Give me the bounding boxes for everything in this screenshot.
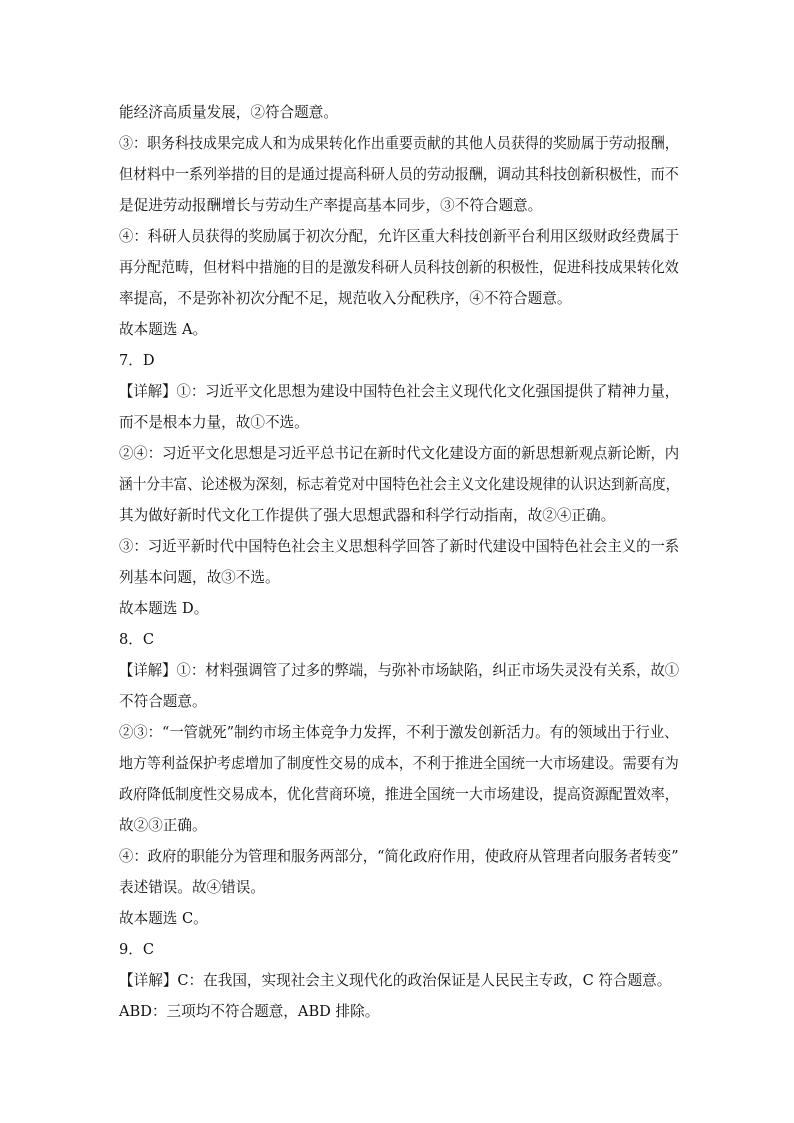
text-line: 地方等利益保护考虑增加了制度性交易的成本，不利于推进全国统一大市场建设。需要有为 <box>119 755 679 772</box>
text-line: 故本题选 C。 <box>119 910 208 927</box>
text-line: 【详解】C：在我国，实现社会主义现代化的政治保证是人民民主专政，C 符合题意。 <box>119 972 672 989</box>
text-line: 故②③正确。 <box>119 817 207 834</box>
text-line: 【详解】①：材料强调管了过多的弊端，与弥补市场缺陷，纠正市场失灵没有关系，故① <box>119 662 680 679</box>
text-line: 能经济高质量发展，②符合题意。 <box>119 104 338 121</box>
text-line: 列基本问题，故③不选。 <box>119 569 280 586</box>
text-line: 故本题选 D。 <box>119 600 209 617</box>
text-line: 但材料中一系列举措的目的是通过提高科研人员的劳动报酬，调动其科技创新积极性，而不 <box>119 166 679 183</box>
text-line: 表述错误。故④错误。 <box>119 879 265 896</box>
text-line: ②③：“一管就死”制约市场主体竞争力发挥，不利于激发创新活力。有的领域出于行业、 <box>119 724 679 741</box>
text-line: ④：政府的职能分为管理和服务两部分，“简化政府作用，使政府从管理者向服务者转变” <box>119 848 679 865</box>
question-number: 8．C <box>119 631 155 648</box>
text-line: ABD：三项均不符合题意，ABD 排除。 <box>119 1003 380 1020</box>
text-line: 而不是根本力量，故①不选。 <box>119 414 309 431</box>
text-line: 【详解】①：习近平文化思想为建设中国特色社会主义现代化文化强国提供了精神力量， <box>119 383 680 400</box>
text-line: 不符合题意。 <box>119 693 207 710</box>
text-line: 率提高，不是弥补初次分配不足，规范收入分配秩序，④不符合题意。 <box>119 290 572 307</box>
text-line: ③：习近平新时代中国特色社会主义思想科学回答了新时代建设中国特色社会主义的一系 <box>119 538 680 555</box>
text-line: 政府降低制度性交易成本，优化营商环境，推进全国统一大市场建设，提高资源配置效率， <box>119 786 679 803</box>
text-line: ②④：习近平文化思想是习近平总书记在新时代文化建设方面的新思想新观点新论断，内 <box>119 445 680 462</box>
text-line: ③：职务科技成果完成人和为成果转化作出重要贡献的其他人员获得的奖励属于劳动报酬， <box>119 135 679 152</box>
text-line: 故本题选 A。 <box>119 321 208 338</box>
text-line: 其为做好新时代文化工作提供了强大思想武器和科学行动指南，故②④正确。 <box>119 507 616 524</box>
text-line: ④：科研人员获得的奖励属于初次分配，允许区重大科技创新平台利用区级财政经费属于 <box>119 228 680 245</box>
question-number: 7．D <box>119 352 155 369</box>
text-line: 再分配范畴，但材料中措施的目的是激发科研人员科技创新的积极性，促进科技成果转化效 <box>119 259 679 276</box>
text-line: 是促进劳动报酬增长与劳动生产率提高基本同步，③不符合题意。 <box>119 197 543 214</box>
text-line: 涵十分丰富、论述极为深刻，标志着党对中国特色社会主义文化建设规律的认识达到新高度， <box>119 476 680 493</box>
question-number: 9．C <box>119 941 155 958</box>
